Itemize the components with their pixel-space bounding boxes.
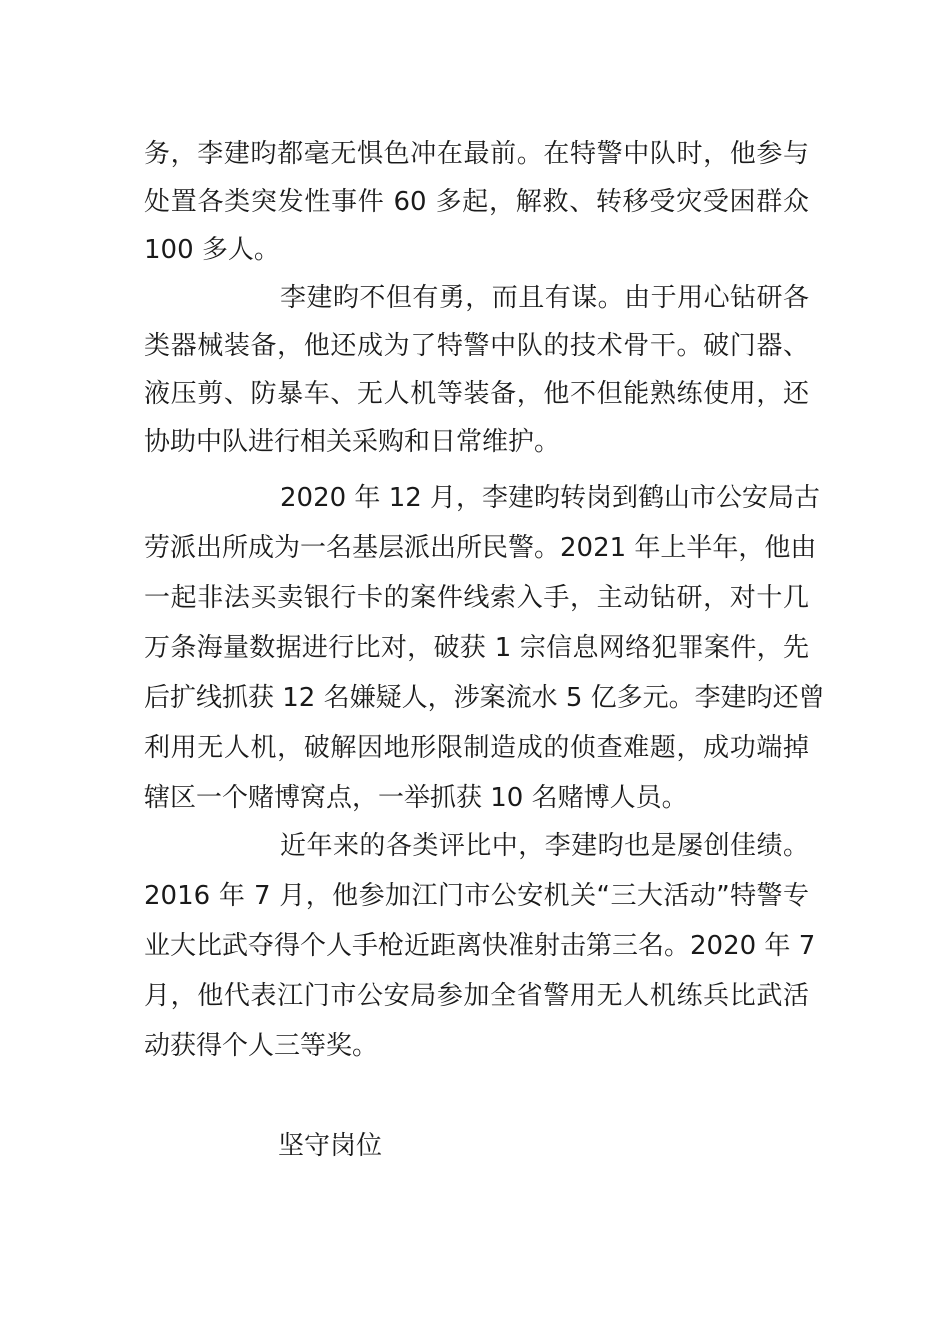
paragraph-3-line-4: 万条海量数据进行比对，破获 1 宗信息网络犯罪案件，先 [144,633,809,663]
paragraph-4-line-3: 业大比武夺得个人手枪近距离快准射击第三名。2020 年 7 [144,931,816,961]
paragraph-4-line-4: 月，他代表江门市公安局参加全省警用无人机练兵比武活 [144,981,809,1011]
paragraph-4-line-2: 2016 年 7 月，他参加江门市公安机关“三大活动”特警专 [144,881,809,911]
paragraph-3-line-6: 利用无人机，破解因地形限制造成的侦查难题，成功端掉 [144,733,809,763]
paragraph-3-line-3: 一起非法买卖银行卡的案件线索入手，主动钻研，对十几 [144,583,809,613]
paragraph-2-line-2: 类器械装备，他还成为了特警中队的技术骨干。破门器、 [144,331,809,361]
paragraph-3-line-2: 劳派出所成为一名基层派出所民警。2021 年上半年，他由 [144,533,817,563]
paragraph-3-line-1: 2020 年 12 月，李建昀转岗到鹤山市公安局古 [280,483,821,513]
section-heading: 坚守岗位 [278,1131,383,1161]
paragraph-2-line-3: 液压剪、防暴车、无人机等装备，他不但能熟练使用，还 [144,379,809,409]
paragraph-2-line-1: 李建昀不但有勇，而且有谋。由于用心钻研各 [280,283,809,313]
paragraph-3-line-5: 后扩线抓获 12 名嫌疑人，涉案流水 5 亿多元。李建昀还曾 [144,683,825,713]
paragraph-1-line-2: 处置各类突发性事件 60 多起，解救、转移受灾受困群众 [144,187,809,217]
paragraph-4-line-1: 近年来的各类评比中，李建昀也是屡创佳绩。 [280,831,809,861]
paragraph-3-line-7: 辖区一个赌博窝点，一举抓获 10 名赌博人员。 [144,783,688,813]
paragraph-2-line-4: 协助中队进行相关采购和日常维护。 [144,427,561,457]
paragraph-1-line-3: 100 多人。 [144,235,280,265]
paragraph-4-line-5: 动获得个人三等奖。 [144,1031,379,1061]
paragraph-1-line-1: 务，李建昀都毫无惧色冲在最前。在特警中队时，他参与 [144,139,809,169]
